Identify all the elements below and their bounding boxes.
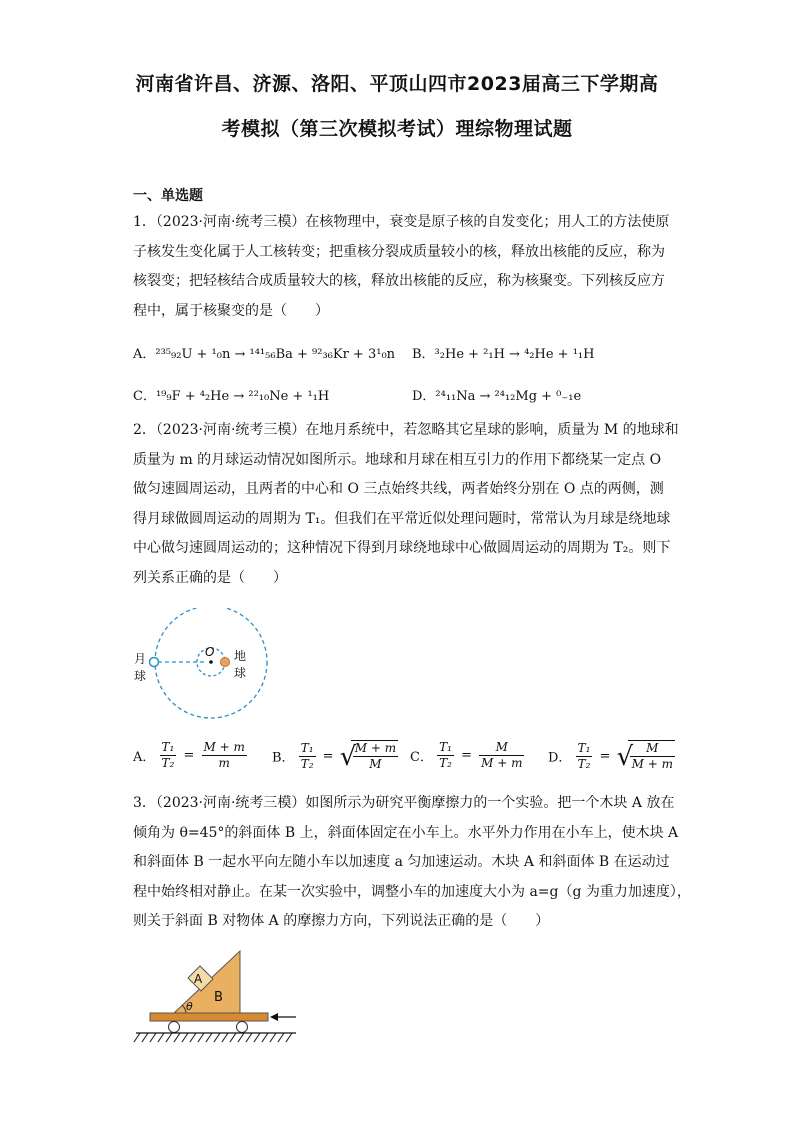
equals-sign: = xyxy=(599,748,611,764)
equals-sign: = xyxy=(183,748,195,763)
question-3-text xyxy=(133,789,691,937)
q2-line: 列关系正确的是（ ） xyxy=(133,569,287,586)
denominator: T₂ xyxy=(300,756,314,771)
fraction xyxy=(576,741,593,772)
fraction xyxy=(299,741,316,772)
numerator: √ M xyxy=(630,741,675,757)
fraction xyxy=(160,740,177,771)
doc-title-line-1: 河南省许昌、济源、洛阳、平顶山四市2023届高三下学期高 xyxy=(135,73,659,95)
fraction xyxy=(437,740,454,771)
equals-sign: = xyxy=(461,748,472,763)
cart-board xyxy=(150,1013,268,1021)
angle-label: θ xyxy=(186,1000,193,1013)
q2-line: 中心做匀速圆周运动的；这种情况下得到月球绕地球中心做圆周运动的周期为 T₂。则下 xyxy=(133,540,671,556)
q2-option-a xyxy=(133,740,247,771)
force-arrow-head xyxy=(270,1013,278,1021)
numerator: T₁ xyxy=(300,740,314,755)
q2-option-b xyxy=(272,740,398,772)
q3-line: 倾角为 θ=45°的斜面体 B 上，斜面体固定在小车上。水平外力作用在小车上，使木块 A xyxy=(133,824,679,841)
numerator: √ M + m xyxy=(354,741,397,755)
earth-moon-figure xyxy=(128,608,288,728)
denominator: M + m xyxy=(631,757,673,771)
q2-line: 质量为 m 的月球运动情况如图所示。地球和月球在相互引力的作用下都绕某一定点 O xyxy=(133,451,662,468)
q1-line: 核裂变；把轻核结合成质量较大的核，释放出核能的反应，称为核聚变。下列核反应方 xyxy=(133,273,665,289)
q3-line: 程中始终相对静止。在某一次实验中，调整小车的加速度大小为 a=g（g 为重力加速度）， xyxy=(133,883,691,900)
q1-line: 程中，属于核聚变的是（ ） xyxy=(133,302,329,319)
denominator: m xyxy=(218,756,230,770)
earth-label: 球 xyxy=(234,666,247,680)
wedge-b-label: B xyxy=(214,990,223,1005)
ground-hatch xyxy=(134,1033,292,1042)
denominator: T₂ xyxy=(439,756,452,770)
square-root xyxy=(351,740,398,772)
equals-sign: = xyxy=(322,748,334,764)
question-2-text xyxy=(133,416,679,593)
option-label: A． xyxy=(133,750,156,765)
square-root xyxy=(628,740,675,772)
numerator: T₁ xyxy=(577,740,591,755)
numerator: T₁ xyxy=(439,740,452,754)
numerator: M xyxy=(479,740,524,756)
denominator: M + m xyxy=(481,756,523,770)
q2-option-d xyxy=(548,740,675,772)
q1-option-b: B．³₂He + ²₁H → ⁴₂He + ¹₁H xyxy=(412,347,595,362)
q3-line: 则关于斜面 B 对物体 A 的摩擦力方向，下列说法正确的是（ ） xyxy=(133,913,550,929)
cart-wheel-right xyxy=(237,1022,248,1033)
q2-line: 得月球做圆周运动的周期为 T₁。但我们在平常近似处理问题时，常常认为月球是绕地球 xyxy=(133,510,671,527)
q1-line: 子核发生变化属于人工核转变；把重核分裂成质量较小的核，释放出核能的反应，称为 xyxy=(133,243,665,260)
center-point-o xyxy=(209,660,213,664)
q1-option-d: D．²⁴₁₁Na → ²⁴₁₂Mg + ⁰₋₁e xyxy=(412,389,582,404)
q1-option-a: A．²³⁵₉₂U + ¹₀n → ¹⁴¹₅₆Ba + ⁹²₃₆Kr + 3¹₀n xyxy=(133,347,396,362)
denominator: T₂ xyxy=(577,756,591,771)
numerator: M + m xyxy=(203,740,245,754)
q2-option-c xyxy=(410,740,524,771)
fraction xyxy=(353,741,398,772)
earth-label: 地 xyxy=(234,649,247,663)
numerator: T₁ xyxy=(161,740,175,754)
q2-line: 2．（2023·河南·统考三模）在地月系统中，若忽略其它星球的影响，质量为 M 的地球和 xyxy=(133,422,679,438)
question-1-text xyxy=(133,208,670,326)
fraction xyxy=(630,741,675,772)
denominator: M xyxy=(369,757,382,771)
moon-label: 球 xyxy=(134,669,147,683)
q3-line: 和斜面体 B 一起水平向左随小车以加速度 a 匀加速运动。木块 A 和斜面体 B 在运动过 xyxy=(133,854,670,870)
incline-cart-figure xyxy=(130,945,310,1050)
option-label: C． xyxy=(410,750,433,765)
fraction xyxy=(202,740,247,771)
q2-line: 做匀速圆周运动，且两者的中心和 O 三点始终共线，两者始终分别在 O 点的两侧，测 xyxy=(133,481,664,497)
q1-option-c: C．¹⁹₉F + ⁴₂He → ²²₁₀Ne + ¹₁H xyxy=(133,389,330,404)
center-label: O xyxy=(205,645,215,659)
q1-line: 1．（2023·河南·统考三模）在核物理中，衰变是原子核的自发变化；用人工的方法使原 xyxy=(133,214,670,230)
option-label: B． xyxy=(272,750,295,766)
block-a-label: A xyxy=(194,972,203,986)
earth-body xyxy=(221,658,230,667)
q3-line: 3．（2023·河南·统考三模）如图所示为研究平衡摩擦力的一个实验。把一个木块 A 放在 xyxy=(133,795,675,811)
doc-title-line-2: 考模拟（第三次模拟考试）理综物理试题 xyxy=(221,118,573,140)
option-label: D． xyxy=(548,750,572,766)
fraction xyxy=(479,740,524,771)
cart-wheel-left xyxy=(169,1022,180,1033)
section-heading: 一、单选题 xyxy=(133,188,203,204)
moon-label: 月 xyxy=(134,652,147,666)
denominator: T₂ xyxy=(161,756,175,770)
moon-body xyxy=(150,658,159,667)
